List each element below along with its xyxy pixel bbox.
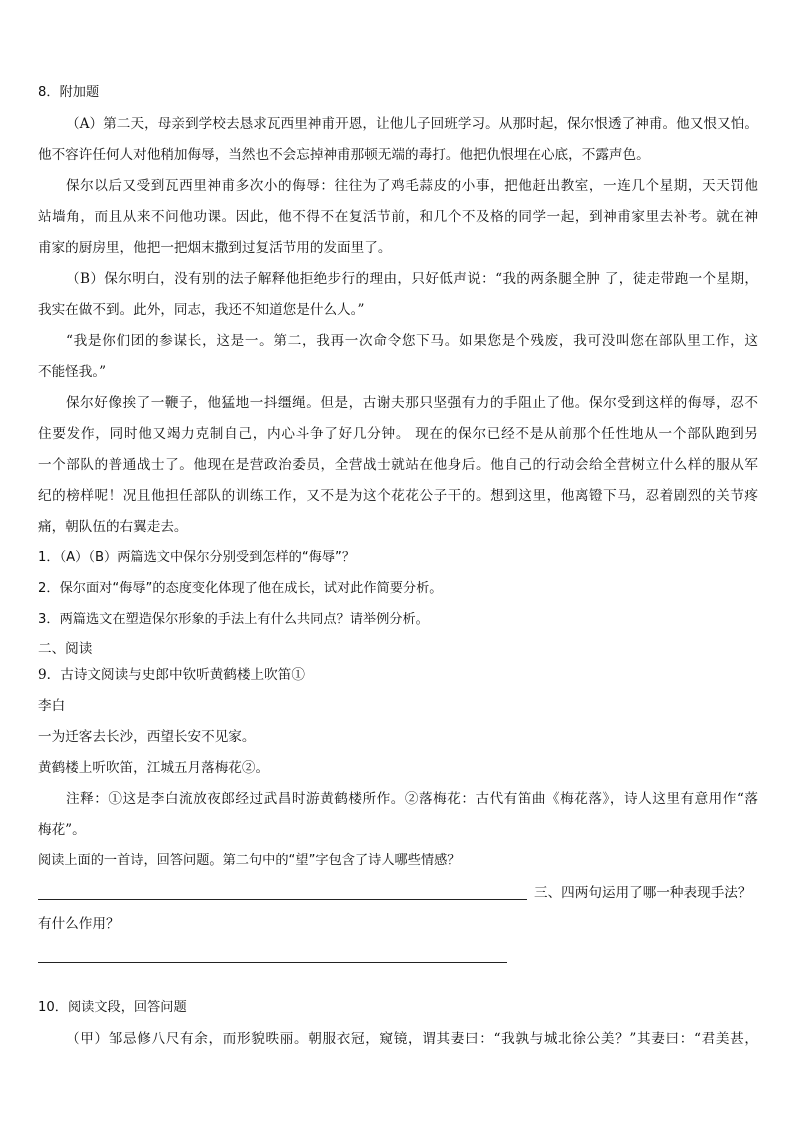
passage-b-line: 住要发作，同时他又竭力克制自己，内心斗争了好几分钟。 现在的保尔已经不是从前那个任性地从一个部队跑到另 bbox=[38, 426, 758, 442]
passage-b-line: 不能怪我。” bbox=[38, 364, 107, 380]
section-title: 二、阅读 bbox=[38, 641, 93, 657]
passage-b-line: 痛，朝队伍的右翼走去。 bbox=[38, 519, 188, 535]
question-8-2: 2．保尔面对“侮辱”的态度变化体现了他在成长，试对此作简要分析。 bbox=[38, 581, 443, 596]
passage-b-line: （B）保尔明白，没有别的法子解释他拒绝步行的理由，只好低声说：“我的两条腿全肿 了，徒走带跑一个星期， bbox=[66, 271, 758, 287]
poem-author: 李白 bbox=[38, 698, 66, 714]
passage-b-line: 保尔好像挨了一鞭子，他猛地一抖缰绳。但是，古谢夫那只坚强有力的手阻止了他。保尔受到这样的侮辱，忍不 bbox=[66, 395, 758, 411]
question-9-2: 三、四两句运用了哪一种表现手法？ bbox=[534, 885, 752, 901]
passage-a-line: 他不容许任何人对他稍加侮辱，当然也不会忘掉神甫那顿无端的毒打。他把仇恨埋在心底，不露声色。 bbox=[38, 147, 650, 163]
question-8-1: 1．（A）（B）两篇选文中保尔分别受到怎样的“侮辱”？ bbox=[38, 550, 356, 565]
answer-line[interactable] bbox=[38, 899, 527, 900]
passage-b-line: “我是你们团的参谋长，这是一。第二，我再一次命令您下马。如果您是个残废，我可没叫您在部队里工作，这 bbox=[66, 333, 758, 349]
question-9-title: 9．古诗文阅读与史郎中钦听黄鹤楼上吹笛① bbox=[38, 667, 305, 683]
poem-line: 黄鹤楼上听吹笛，江城五月落梅花②。 bbox=[38, 760, 270, 776]
passage-b-line: 一个部队的普通战士了。他现在是营政治委员，全营战士就站在他身后。他自己的行动会给全营树立什么样的服从军 bbox=[38, 457, 758, 473]
answer-line[interactable] bbox=[38, 962, 507, 963]
poem-note: 梅花”。 bbox=[38, 822, 86, 838]
passage-b-line: 纪的榜样呢！况且他担任部队的训练工作，又不是为这个花花公子干的。想到这里，他离镫下马，忍着剧烈的关节疼 bbox=[38, 488, 758, 504]
question-10-title: 10．阅读文段，回答问题 bbox=[38, 1000, 187, 1015]
passage-a-line: （A）第二天，母亲到学校去恳求瓦西里神甫开恩，让他儿子回班学习。从那时起，保尔恨透了神甫。他又恨又怕。 bbox=[66, 116, 758, 132]
question-8-title: 8．附加题 bbox=[38, 85, 100, 100]
question-9-2-cont: 有什么作用？ bbox=[38, 916, 120, 932]
question-8-3: 3．两篇选文在塑造保尔形象的手法上有什么共同点？请举例分析。 bbox=[38, 612, 429, 627]
passage-a-line: 保尔以后又受到瓦西里神甫多次小的侮辱：往往为了鸡毛蒜皮的小事，把他赶出教室，一连几个星期，天天罚他 bbox=[66, 178, 758, 194]
passage-b-line: 我实在做不到。此外，同志，我还不知道您是什么人。” bbox=[38, 302, 365, 318]
poem-note: 注释：①这是李白流放夜郎经过武昌时游黄鹤楼所作。②落梅花：古代有笛曲《梅花落》，诗人这里有意用作“落 bbox=[66, 791, 758, 807]
poem-line: 一为迁客去长沙，西望长安不见家。 bbox=[38, 729, 256, 745]
passage-a-line: 站墙角，而且从来不问他功课。因此，他不得不在复活节前，和几个不及格的同学一起，到神甫家里去补考。就在神 bbox=[38, 209, 758, 225]
question-9-1: 阅读上面的一首诗，回答问题。第二句中的“望”字包含了诗人哪些情感？ bbox=[38, 853, 461, 868]
passage-jia-line: （甲）邹忌修八尺有余，而形貌昳丽。朝服衣冠，窥镜，谓其妻曰：“我孰与城北徐公美？”其妻曰：“君美甚， bbox=[66, 1031, 758, 1047]
passage-a-line: 甫家的厨房里，他把一把烟末撒到过复活节用的发面里了。 bbox=[38, 240, 392, 256]
